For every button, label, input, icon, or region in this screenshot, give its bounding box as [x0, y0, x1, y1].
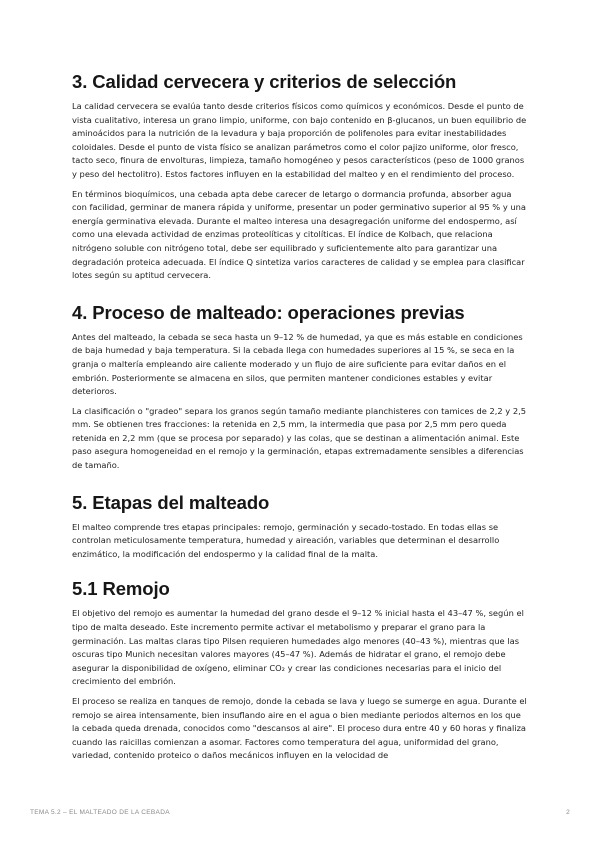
paragraph: La clasificación o "gradeo" separa los granos según tamaño mediante planchisteres con tamices de 2,2 y 2,5 mm. Se obtienen tres fracciones: la retenida en 2,5 mm, la intermedia que pasa por 2,5 mm pero queda retenida en 2,2 mm (que se procesa por separado) y las colas, que se destinan a alimentación animal. Este paso asegura homogeneidad en el remojo y la germinación, etapas extremadamente sensibles a diferencias de tamaño.	[72, 405, 527, 471]
section-heading: 3. Calidad cervecera y criterios de selección	[72, 71, 457, 92]
section-heading: 4. Proceso de malteado: operaciones previas	[72, 301, 465, 323]
section-etapas-malteado	[72, 491, 528, 562]
section-calidad-cervecera	[72, 70, 528, 283]
page-number: 2	[566, 809, 570, 816]
paragraph: El proceso se realiza en tanques de remojo, donde la cebada se lava y luego se sumerge en agua. Durante el remojo se airea intensamente, bien insuflando aire en el agua o bien mediante periodos alternos en los que la cebada queda drenada, conocidos como "descansos al aire". El proceso dura entre 40 y 60 horas y finaliza cuando las raicillas comienzan a asomar. Factores como temperatura del agua, uniformidad del grano, variedad, contenido proteico o daños mecánicos influyen en la velocidad de	[72, 696, 527, 761]
paragraph: Antes del malteado, la cebada se seca hasta un 9–12 % de humedad, ya que es más estable en condiciones de baja humedad y baja temperatura. Si la cebada llega con humedades superiores al 15 %, se seca en la granja o maltería empleando aire caliente moderado y un flujo de aire suficiente para evitar daños en el embrión. Posteriormente se almacena en silos, que permiten mantener condiciones estables y evitar deterioros.	[72, 331, 523, 397]
document-page	[72, 70, 528, 769]
footer-title: TEMA 5.2 – EL MALTEADO DE LA CEBADA	[30, 809, 170, 816]
section-heading: 5.1 Remojo	[72, 578, 170, 600]
paragraph: El objetivo del remojo es aumentar la humedad del grano desde el 9–12 % inicial hasta el 43–47 %, según el tipo de malta deseado. Este incremento permite activar el metabolismo y preparar el grano para la germinación. Las maltas claras tipo Pilsen requieren humedades algo menores (40–43 %), mientras que las oscuras tipo Munich necesitan valores mayores (45–47 %). Además de hidratar el grano, el remojo debe asegurar la disponibilidad de oxígeno, eliminar CO₂ y crear las condiciones necesarias para el inicio del crecimiento del embrión.	[72, 608, 524, 687]
paragraph: El malteo comprende tres etapas principales: remojo, germinación y secado-tostado. En todas ellas se controlan meticulosamente temperatura, humedad y aireación, variables que determinan el desarrollo enzimático, la modificación del endospermo y la calidad final de la malta.	[72, 521, 500, 559]
section-operaciones-previas	[72, 301, 528, 473]
page-footer	[30, 809, 570, 821]
paragraph: La calidad cervecera se evalúa tanto desde criterios físicos como químicos y económicos. Desde el punto de vista cualitativo, interesa un grano limpio, uniforme, con bajo contenido en β-glucanos, un buen equilibrio de aminoácidos para la nutrición de la levadura y baja proporción de polifenoles para evitar inestabilidades coloidales. Desde el punto de vista físico se analizan parámetros como el color pajizo uniforme, olor fresco, tacto seco, finura de envolturas, limpieza, tamaño homogéneo y pesos característicos (peso de 1000 granos y peso del hectolitro). Estos factores influyen en la estabilidad del malteo y en el rendimiento del proceso.	[72, 101, 527, 179]
paragraph: En términos bioquímicos, una cebada apta debe carecer de letargo o dormancia profunda, absorber agua con facilidad, germinar de manera rápida y uniforme, presentar un poder germinativo superior al 95 % y una energía germinativa elevada. Durante el malteo interesa una desagregación uniforme del endospermo, así como una elevada actividad de enzimas proteolíticas y citolíticas. El índice de Kolbach, que relaciona nitrógeno soluble con nitrógeno total, debe ser equilibrado y suficientemente alto para garantizar una degradación proteica adecuada. El índice Q sintetiza varios caracteres de calidad y se emplea para clasificar lotes según su aptitud cervecera.	[72, 188, 526, 281]
section-heading: 5. Etapas del malteado	[72, 491, 270, 513]
section-remojo	[72, 577, 528, 763]
